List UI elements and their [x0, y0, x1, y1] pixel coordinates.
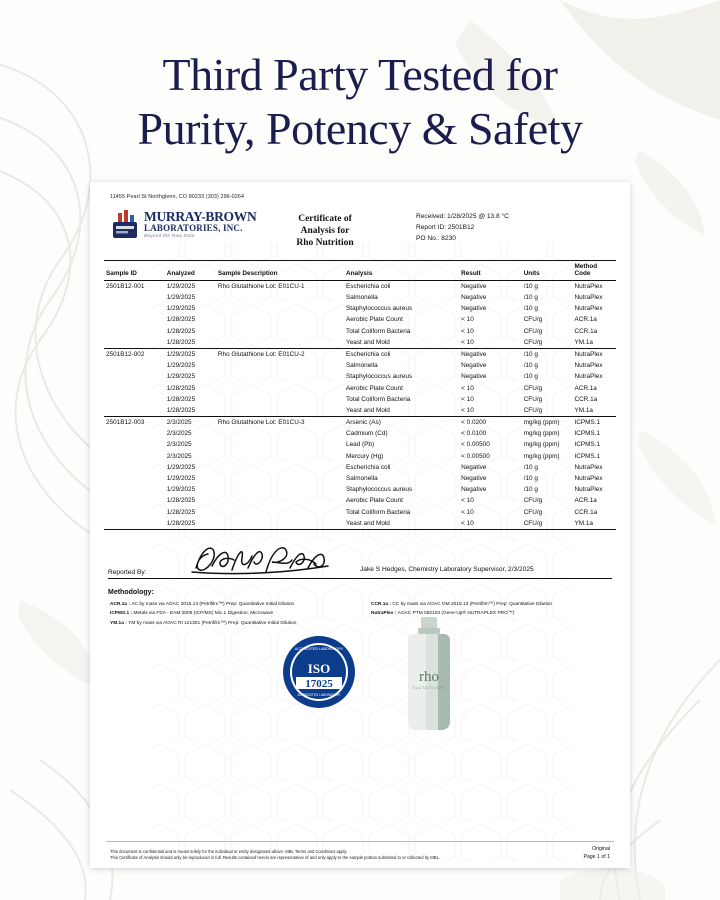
cell-method-code: ACR.1a: [574, 316, 597, 324]
cell-analysis: Salmonella: [346, 294, 378, 301]
cell-result: < 10: [461, 395, 474, 403]
cell-result: Negative: [461, 282, 487, 290]
report-id-value: 2501B12: [447, 223, 475, 231]
method-code-label: NutraPlex :: [371, 611, 398, 617]
method-description: AOAC PTM 082103 (Gene-Up® NUTRAPLEX PRO™): [397, 611, 515, 617]
cell-sample-id: [104, 405, 165, 417]
lab-logo: [110, 206, 260, 240]
cell-analysis: Total Coliform Bacteria: [346, 395, 411, 403]
iso-accreditation-badge: [282, 635, 356, 709]
footer-page-number: Page 1 of 1: [583, 854, 610, 861]
lab-logo-text: [144, 206, 256, 239]
cell-analyzed: 1/28/2025: [166, 316, 196, 324]
received-label: Received:: [416, 213, 446, 220]
cell-analyzed: 1/28/2025: [166, 406, 196, 414]
cell-units: CFU/g: [523, 384, 543, 392]
footer-page-info: [583, 846, 610, 862]
cell-units: CFU/g: [523, 316, 543, 324]
table-row: [104, 360, 616, 371]
cell-sample-description: Rho Glutathione Lot: E01CU-1: [217, 282, 305, 290]
coa-title-line1: Certificate of: [298, 214, 352, 224]
cell-method-code: YM.1a: [574, 338, 593, 346]
cell-sample-id: [104, 473, 165, 484]
methodology-left-item: [110, 620, 349, 627]
results-table: [104, 260, 616, 530]
column-header-units: Units: [523, 269, 540, 277]
table-row: [104, 394, 616, 405]
column-header-analysis: Analysis: [346, 269, 373, 277]
cell-sample-description: [216, 462, 344, 473]
footer-divider: [106, 841, 614, 842]
method-description: YM by mass via AOAC RI 121301 (Petrifilm™) Prep: Quantitative Initial Dilution: [128, 620, 297, 626]
method-code-label: ICPMS.1 :: [110, 611, 134, 617]
cell-method-code: NutraPlex: [574, 486, 603, 494]
page-title-line1: Third Party Tested for: [162, 49, 558, 100]
cell-sample-description: [216, 303, 344, 314]
cell-result: Negative: [461, 362, 487, 370]
cell-sample-id: [104, 394, 165, 405]
cell-method-code: ICPMS.1: [572, 416, 616, 428]
cell-sample-description: [216, 325, 344, 336]
table-row: [104, 292, 616, 303]
cell-result: Negative: [459, 348, 522, 360]
coa-title-line2: Analysis for: [300, 225, 350, 236]
cell-analysis: Escherichia coli: [346, 282, 391, 290]
badge-area: [104, 629, 616, 749]
cell-analyzed: 1/29/2025: [165, 348, 216, 360]
table-row: [104, 314, 616, 325]
cell-result: Negative: [461, 373, 487, 381]
cell-units: CFU/g: [523, 406, 543, 414]
cell-units: mg/kg (ppm): [522, 416, 573, 428]
cell-units: /10 g: [522, 348, 573, 360]
cell-result: < 10: [461, 497, 474, 505]
cell-method-code: ICPMS.1: [574, 452, 601, 460]
table-row: [104, 280, 616, 292]
column-header-sample-description: Sample Description: [217, 269, 278, 277]
signature-name-line: Jake S Hedges, Chemistry Laboratory Supervisor, 2/3/2025: [360, 565, 534, 573]
methodology-title: Methodology:: [108, 588, 154, 596]
cell-units: /10 g: [523, 463, 538, 471]
cell-analyzed: 1/29/2025: [166, 294, 196, 301]
table-row: [104, 428, 616, 439]
cell-sample-description: Rho Glutathione Lot: E01CU-2: [216, 348, 344, 360]
cell-analysis: Mercury (Hg): [346, 452, 384, 460]
cell-sample-id: 2501B12-003: [104, 416, 165, 428]
table-row: [104, 506, 616, 517]
table-row: [104, 382, 616, 393]
cell-analyzed: 1/28/2025: [166, 338, 196, 346]
cell-analysis: Aerobic Plate Count: [346, 497, 403, 505]
cell-result: < 10: [461, 508, 474, 516]
footer-line1: This document is confidential and is meant solely for the individual or entity designated above. MBL Terms and Conditions apply.: [110, 848, 348, 854]
cell-analysis: Salmonella: [346, 475, 378, 482]
cell-method-code: CCR.1a: [574, 395, 598, 403]
cell-sample-id: [104, 303, 165, 314]
table-row: [104, 348, 616, 360]
cell-sample-description: [216, 506, 344, 517]
cell-method-code: YM.1a: [574, 406, 593, 414]
coa-meta-received: [416, 212, 616, 223]
cell-units: mg/kg (ppm): [523, 430, 560, 438]
cell-analyzed: 2/3/2025: [166, 441, 192, 449]
table-row: [104, 451, 616, 462]
cell-analyzed: 1/28/2025: [166, 327, 196, 335]
cell-result: < 0.0200: [459, 416, 522, 428]
cell-sample-description: [216, 439, 344, 450]
cell-analyzed: 1/29/2025: [166, 486, 196, 494]
cell-method-code: CCR.1a: [574, 508, 598, 516]
lab-name-line2: LABORATORIES, INC.: [144, 222, 243, 233]
cell-sample-description: [216, 360, 344, 371]
cell-sample-id: [104, 462, 165, 473]
cell-method-code: NutraPlex: [574, 305, 603, 313]
method-code-label: ACR.1a :: [110, 601, 132, 607]
cell-sample-description: [216, 382, 344, 393]
cell-sample-id: [104, 484, 165, 495]
cell-units: /10 g: [523, 475, 538, 482]
method-description: AC by mass via AOAC 2015.13 (Petrifilm™) Prep: Quantitative Initial Dilution: [131, 601, 295, 607]
cell-sample-id: [104, 518, 165, 530]
cell-sample-description: [216, 314, 344, 325]
document-footer: [90, 846, 630, 862]
cell-result: < 10: [461, 406, 474, 414]
cell-analyzed: 1/29/2025: [166, 475, 196, 482]
cell-result: Negative: [461, 475, 487, 482]
table-row: [104, 518, 616, 530]
coa-title-line3: Rho Nutrition: [296, 237, 354, 248]
cell-result: < 10: [461, 327, 474, 335]
po-label: PO No.:: [416, 234, 440, 242]
cell-analysis: Escherichia coli: [346, 463, 391, 471]
method-code-label: YM.1a :: [110, 620, 129, 626]
table-row: [104, 371, 616, 382]
method-code-header-line2: Code: [574, 269, 591, 277]
coa-meta-report-id: [416, 223, 616, 234]
cell-analyzed: 1/29/2025: [166, 362, 196, 370]
cell-analyzed: 1/29/2025: [166, 305, 196, 313]
cell-analyzed: 2/3/2025: [165, 416, 216, 428]
cell-result: < 10: [459, 518, 522, 530]
cell-analysis: Staphylococcus aureus: [346, 373, 413, 381]
certificate-of-analysis-document: [90, 182, 630, 868]
cell-analyzed: 1/28/2025: [166, 497, 196, 505]
cell-analysis: Aerobic Plate Count: [346, 384, 403, 392]
table-row: [104, 416, 616, 428]
footer-original-label: Original: [592, 846, 610, 853]
results-table-body: [104, 280, 616, 529]
cell-sample-description: [216, 394, 344, 405]
column-header-sample-id: Sample ID: [104, 260, 165, 280]
cell-method-code: ICPMS.1: [574, 441, 601, 449]
cell-sample-id: [104, 371, 165, 382]
cell-sample-description: [216, 495, 344, 506]
cell-analysis: Total Coliform Bacteria: [346, 508, 411, 516]
methodology-left-column: [110, 601, 349, 629]
cell-result: Negative: [461, 486, 487, 494]
method-description: CC by mass via AOAC OM 2018.13 (Petrifilm™) Prep: Quantitative Dilution: [392, 601, 553, 607]
column-header-analyzed: Analyzed: [166, 269, 195, 277]
cell-analyzed: 2/3/2025: [166, 430, 192, 438]
cell-sample-id: [104, 495, 165, 506]
signature-rule: [108, 578, 612, 579]
svg-text:ACCREDITED LABORATORY: ACCREDITED LABORATORY: [297, 693, 341, 698]
cell-analyzed: 1/28/2025: [165, 518, 216, 530]
cell-method-code: NutraPlex: [572, 348, 616, 360]
method-code-header-line1: Method: [574, 262, 598, 270]
methodology-left-item: [110, 610, 349, 617]
cell-analysis: Cadmium (Cd): [346, 430, 388, 438]
cell-result: < 10: [461, 338, 474, 346]
signature-image: [182, 542, 332, 576]
svg-text:rho: rho: [419, 669, 439, 686]
cell-method-code: ACR.1a: [574, 384, 597, 392]
results-table-head: [104, 260, 616, 280]
column-header-result: Result: [461, 269, 481, 277]
cell-method-code: ICPMS.1: [574, 430, 601, 438]
svg-text:GLUTATHIONE: GLUTATHIONE: [412, 686, 446, 691]
cell-sample-id: [104, 292, 165, 303]
cell-method-code: YM.1a: [572, 518, 616, 530]
cell-result: Negative: [461, 294, 487, 301]
cell-sample-id: [104, 360, 165, 371]
lab-name-line1: MURRAY-BROWN: [144, 209, 257, 224]
cell-method-code: NutraPlex: [574, 294, 603, 301]
cell-units: /10 g: [523, 486, 538, 494]
table-row: [104, 495, 616, 506]
cell-analysis: Staphylococcus aureus: [346, 486, 413, 494]
cell-analyzed: 1/29/2025: [166, 282, 196, 290]
cell-result: < 0.00500: [461, 452, 490, 460]
cell-sample-description: [216, 428, 344, 439]
cell-method-code: NutraPlex: [574, 282, 603, 290]
table-row: [104, 325, 616, 336]
page-title-line2: Purity, Potency & Safety: [137, 103, 583, 155]
report-id-label: Report ID:: [416, 223, 447, 231]
cell-analysis: Escherichia coli: [344, 348, 459, 360]
cell-units: CFU/g: [522, 518, 573, 530]
table-row: [104, 484, 616, 495]
cell-units: /10 g: [523, 373, 538, 381]
cell-analysis: Yeast and Mold: [346, 406, 390, 414]
cell-sample-id: [104, 439, 165, 450]
cell-analysis: Staphylococcus aureus: [346, 305, 413, 313]
cell-units: CFU/g: [523, 508, 543, 516]
methodology-left-item: [110, 601, 349, 608]
cell-sample-id: [104, 314, 165, 325]
cell-analyzed: 1/28/2025: [166, 395, 196, 403]
coa-meta: [390, 206, 616, 245]
cell-units: /10 g: [523, 305, 538, 313]
reported-by-label: Reported By:: [108, 568, 147, 576]
cell-result: < 10: [461, 384, 474, 392]
cell-result: Negative: [461, 305, 487, 313]
signature-block: [104, 542, 616, 576]
svg-text:ISO: ISO: [307, 661, 331, 677]
table-row: [104, 303, 616, 314]
cell-sample-id: [104, 428, 165, 439]
cell-analyzed: 1/29/2025: [166, 373, 196, 381]
coa-title: [260, 206, 390, 250]
cell-result: Negative: [461, 463, 487, 471]
cell-sample-id: 2501B12-001: [106, 282, 145, 290]
document-header: [110, 206, 616, 250]
cell-analyzed: 1/28/2025: [166, 508, 196, 516]
cell-sample-id: [104, 506, 165, 517]
cell-analysis: Yeast and Mold: [346, 338, 390, 346]
footer-disclaimer: [110, 849, 583, 862]
table-row: [104, 473, 616, 484]
cell-units: /10 g: [523, 282, 538, 290]
page-title: [0, 48, 720, 157]
cell-result: < 0.0100: [461, 430, 487, 438]
cell-units: CFU/g: [523, 338, 543, 346]
table-row: [104, 439, 616, 450]
po-value: 8230: [441, 234, 456, 242]
cell-sample-description: [216, 337, 344, 349]
received-value: 1/28/2025 @ 13.8 °C: [447, 213, 509, 220]
cell-units: mg/kg (ppm): [523, 452, 560, 460]
cell-units: /10 g: [523, 294, 538, 301]
methodology-body: [104, 601, 616, 629]
cell-sample-id: 2501B12-002: [104, 348, 165, 360]
svg-text:17025: 17025: [305, 678, 333, 691]
table-row: [104, 462, 616, 473]
table-row: [104, 337, 616, 349]
cell-units: CFU/g: [523, 497, 543, 505]
cell-sample-description: Rho Glutathione Lot: E01CU-3: [216, 416, 344, 428]
cell-analyzed: 2/3/2025: [166, 452, 192, 460]
table-row: [104, 405, 616, 417]
cell-analysis: Yeast and Mold: [344, 518, 459, 530]
cell-sample-description: [216, 371, 344, 382]
cell-units: mg/kg (ppm): [523, 441, 560, 449]
cell-method-code: ACR.1a: [574, 497, 597, 505]
cell-analyzed: 1/28/2025: [166, 384, 196, 392]
methodology-right-item: [371, 601, 610, 608]
svg-text:ACCREDITED LABORATORY: ACCREDITED LABORATORY: [294, 647, 344, 652]
cell-sample-id: [104, 382, 165, 393]
cell-sample-description: [216, 405, 344, 417]
cell-sample-description: [216, 451, 344, 462]
product-bottle-image: [404, 615, 454, 733]
cell-units: /10 g: [523, 362, 538, 370]
cell-sample-id: [104, 325, 165, 336]
cell-analysis: Arsenic (As): [344, 416, 459, 428]
lab-address: 11455 Pearl St Northglenn, CO 80233 (303) 296-0264: [110, 194, 245, 200]
cell-sample-id: [104, 337, 165, 349]
cell-analysis: Aerobic Plate Count: [346, 316, 403, 324]
cell-sample-description: [216, 518, 344, 530]
cell-method-code: NutraPlex: [574, 463, 603, 471]
cell-analysis: Lead (Pb): [346, 441, 375, 449]
coa-meta-po: [416, 234, 616, 245]
footer-line2: This Certificate of Analysis should only be reproduced in full. Results contained herein are representative of and only apply to the sample portion submitted to or collected by MBL.: [110, 855, 441, 861]
lab-tagline: Beyond the Raw Data: [144, 234, 195, 240]
cell-method-code: NutraPlex: [574, 475, 603, 482]
cell-sample-description: [216, 484, 344, 495]
flask-logo-icon: [110, 206, 140, 240]
cell-analysis: Salmonella: [346, 362, 378, 370]
cell-units: CFU/g: [523, 327, 543, 335]
cell-result: < 10: [461, 316, 474, 324]
method-code-label: CCR.1a :: [371, 601, 393, 607]
cell-analysis: Total Coliform Bacteria: [346, 327, 411, 335]
cell-sample-id: [104, 451, 165, 462]
table-header-row: [104, 260, 616, 280]
cell-method-code: NutraPlex: [574, 373, 603, 381]
cell-sample-description: [216, 292, 344, 303]
cell-method-code: NutraPlex: [574, 362, 603, 370]
cell-sample-description: [216, 473, 344, 484]
cell-analyzed: 1/29/2025: [166, 463, 196, 471]
cell-result: < 0.00500: [461, 441, 490, 449]
method-description: Metals via FDA - EAM:2008 (ICP/MS) Mic.1 Digestion, Microwave: [133, 611, 274, 617]
cell-units: CFU/g: [523, 395, 543, 403]
column-header-method-code: [572, 260, 616, 280]
cell-method-code: CCR.1a: [574, 327, 598, 335]
